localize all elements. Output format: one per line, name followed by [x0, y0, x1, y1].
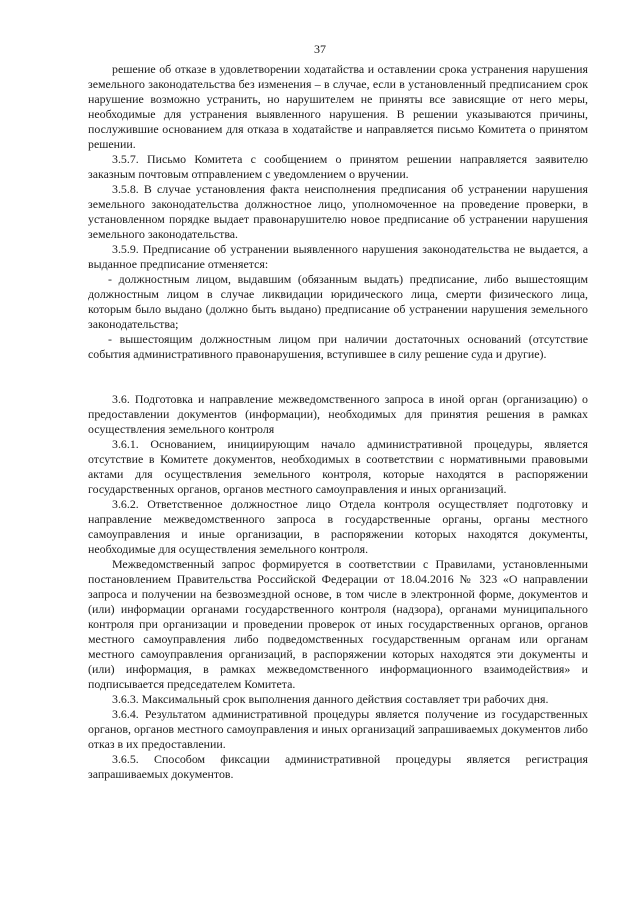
list-item-cancel-by-issuer: - должностным лицом, выдавшим (обязанным выдать) предписание, либо вышестоящим должностным лицом в случае ликвидации юридического лица, смерти физического лица, которым было выдано (должно быть выдано) предписание об устранении нарушения земельного законодательства;: [88, 272, 588, 331]
paragraph-interagency-request: Межведомственный запрос формируется в соответствии с Правилами, установленными постановлением Правительства Российской Федерации от 18.04.2016 № 323 «О направлении запроса и получении на безвозмездной основе, в том числе в электронной форме, документов и (или) информации органами государственного контроля (надзора), органами муниципального контроля при организации и проведении проверок от иных государственных органов, органов местного самоуправления либо подведомственных государственным органам или органам местного самоуправления организаций, в распоряжении которых находятся эти документы и (или) информация, в рамках межведомственного информационного взаимодействия» и подписывается председателем Комитета.: [88, 557, 588, 691]
page-number: 37: [314, 42, 326, 56]
paragraph-3-5-7: 3.5.7. Письмо Комитета с сообщением о принятом решении направляется заявителю заказным почтовым отправлением с уведомлением о вручении.: [88, 152, 588, 181]
paragraph-3-5-8: 3.5.8. В случае установления факта неисполнения предписания об устранении нарушения земельного законодательства должностное лицо, уполномоченное на проведение проверки, в установленном порядке выдает правонарушителю новое предписание об устранении нарушения земельного законодательства.: [88, 182, 588, 241]
document-body: [88, 62, 588, 782]
paragraph-3-6-2: 3.6.2. Ответственное должностное лицо Отдела контроля осуществляет подготовку и направление межведомственного запроса в государственные органы, органы местного самоуправления и иные организации, в распоряжении которых находятся документы, необходимые для осуществления земельного контроля.: [88, 497, 588, 556]
paragraph-3-6-1: 3.6.1. Основанием, инициирующим начало административной процедуры, является отсутствие в Комитете документов, необходимых в соответствии с нормативными правовыми актами для осуществления земельного контроля, которые находятся в распоряжении государственных органов, органов местного самоуправления и иных организаций.: [88, 437, 588, 496]
paragraph-3-6-3: 3.6.3. Максимальный срок выполнения данного действия составляет три рабочих дня.: [112, 692, 549, 706]
paragraph-3-6-4: 3.6.4. Результатом административной процедуры является получение из государственных органов, органов местного самоуправления и иных организаций запрашиваемых документов либо отказ в их предоставлении.: [88, 707, 588, 751]
list-item-cancel-by-superior: - вышестоящим должностным лицом при наличии достаточных оснований (отсутствие события административного правонарушения, вступившее в силу решение суда и другие).: [88, 332, 588, 361]
section-heading-3-6: 3.6. Подготовка и направление межведомственного запроса в иной орган (организацию) о предоставлении документов (информации), необходимых для принятия решения в рамках осуществления земельного контроля: [88, 392, 588, 436]
section-gap: [88, 362, 588, 392]
paragraph-refusal-decision: решение об отказе в удовлетворении ходатайства и оставлении срока устранения нарушения земельного законодательства без изменения – в случае, если в установленный предписанием срок нарушение возможно устранить, но нарушителем не приняты все зависящие от него меры, необходимые для устранения выявленного нарушения. В решении указываются причины, послужившие основанием для отказа в ходатайстве и направляется письмо Комитета о принятом решении.: [88, 62, 588, 151]
paragraph-3-5-9: 3.5.9. Предписание об устранении выявленного нарушения законодательства не выдается, а выданное предписание отменяется:: [88, 242, 588, 271]
paragraph-3-6-5: 3.6.5. Способом фиксации административной процедуры является регистрация запрашиваемых документов.: [88, 752, 588, 781]
